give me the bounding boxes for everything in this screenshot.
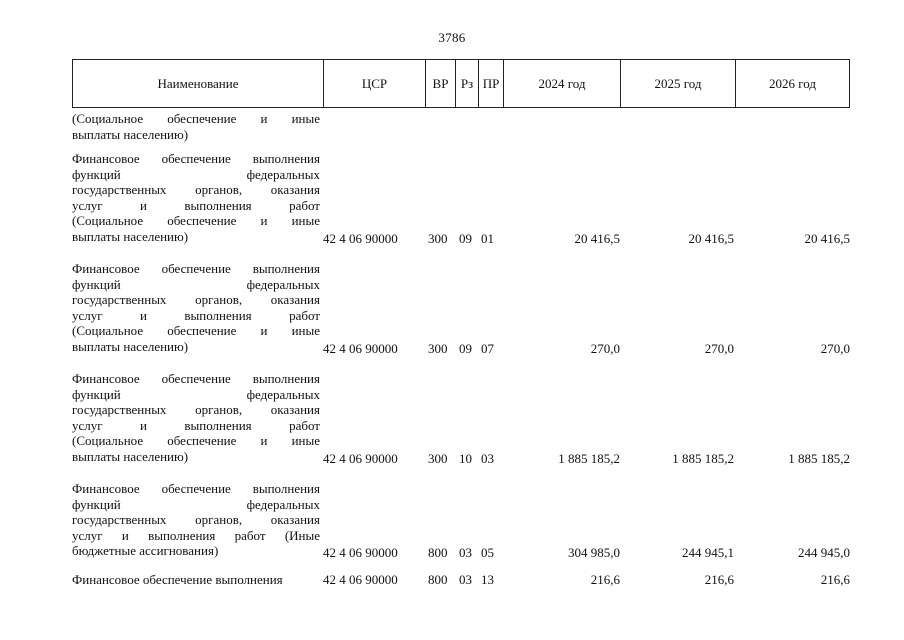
cell-2025: 244 945,1 bbox=[682, 545, 734, 561]
row-name-line: Финансовое обеспечение выполнения bbox=[72, 481, 320, 496]
header-rz: Рз bbox=[456, 60, 479, 107]
row-name-line: услуг и выполнения работ bbox=[72, 307, 320, 323]
page-number: 3786 bbox=[438, 30, 466, 45]
row-name-line: функций федеральных bbox=[72, 386, 320, 402]
row-name bbox=[72, 111, 320, 142]
cell-vr: 300 bbox=[428, 341, 448, 357]
row-name bbox=[72, 371, 320, 465]
cell-rz: 10 bbox=[459, 451, 472, 467]
cell-2026: 244 945,0 bbox=[798, 545, 850, 561]
cell-pr: 01 bbox=[481, 231, 494, 247]
cell-csr: 42 4 06 90000 bbox=[323, 341, 398, 357]
cell-pr: 03 bbox=[481, 451, 494, 467]
cell-pr: 05 bbox=[481, 545, 494, 561]
header-pr: ПР bbox=[479, 60, 504, 107]
header-csr: ЦСР bbox=[324, 60, 426, 107]
table-row bbox=[72, 572, 850, 588]
cell-rz: 09 bbox=[459, 341, 472, 357]
cell-csr: 42 4 06 90000 bbox=[323, 451, 398, 467]
cell-2024: 1 885 185,2 bbox=[558, 451, 620, 467]
row-name bbox=[72, 572, 320, 588]
row-name-line: Финансовое обеспечение выполнения bbox=[72, 151, 320, 166]
cell-2025: 20 416,5 bbox=[688, 231, 734, 247]
cell-rz: 03 bbox=[459, 572, 472, 588]
table-header bbox=[72, 59, 850, 108]
header-name: Наименование bbox=[73, 60, 324, 107]
cell-vr: 300 bbox=[428, 451, 448, 467]
row-name-line: государственных органов, оказания bbox=[72, 292, 320, 308]
row-name bbox=[72, 261, 320, 355]
cell-2025: 1 885 185,2 bbox=[672, 451, 734, 467]
cell-rz: 03 bbox=[459, 545, 472, 561]
cell-csr: 42 4 06 90000 bbox=[323, 545, 398, 561]
row-name-line: (Социальное обеспечение и иные bbox=[72, 433, 320, 449]
row-name-line: государственных органов, оказания bbox=[72, 182, 320, 198]
row-name-line: функций федеральных bbox=[72, 166, 320, 182]
row-name-line: выплаты населению) bbox=[72, 448, 189, 464]
cell-2026: 20 416,5 bbox=[804, 231, 850, 247]
cell-2025: 216,6 bbox=[704, 572, 734, 588]
cell-vr: 800 bbox=[428, 545, 448, 561]
header-2025: 2025 год bbox=[621, 60, 736, 107]
table-row bbox=[72, 481, 850, 561]
row-name-line: услуг и выполнения работ bbox=[72, 417, 320, 433]
cell-csr: 42 4 06 90000 bbox=[323, 572, 398, 588]
table-row bbox=[72, 261, 850, 357]
row-name-line: выплаты населению) bbox=[72, 126, 189, 142]
cell-2024: 304 985,0 bbox=[568, 545, 620, 561]
cell-csr: 42 4 06 90000 bbox=[323, 231, 398, 247]
cell-rz: 09 bbox=[459, 231, 472, 247]
table-row bbox=[72, 111, 850, 143]
cell-vr: 800 bbox=[428, 572, 448, 588]
header-2024: 2024 год bbox=[504, 60, 621, 107]
row-name-line: Финансовое обеспечение выполнения bbox=[72, 371, 320, 386]
row-name-line: выплаты населению) bbox=[72, 228, 189, 244]
table-row bbox=[72, 151, 850, 247]
row-name-line: (Социальное обеспечение и иные bbox=[72, 111, 320, 126]
row-name-line: функций федеральных bbox=[72, 496, 320, 512]
row-name-line: выплаты населению) bbox=[72, 338, 189, 354]
row-name-line: услуг и выполнения работ (Иные bbox=[72, 527, 320, 543]
cell-pr: 13 bbox=[481, 572, 494, 588]
cell-2024: 270,0 bbox=[590, 341, 620, 357]
row-name-line: Финансовое обеспечение выполнения bbox=[72, 572, 283, 587]
row-name-line: функций федеральных bbox=[72, 276, 320, 292]
row-name bbox=[72, 481, 320, 559]
cell-2026: 1 885 185,2 bbox=[788, 451, 850, 467]
row-name-line: государственных органов, оказания bbox=[72, 512, 320, 528]
row-name-line: услуг и выполнения работ bbox=[72, 197, 320, 213]
cell-2026: 216,6 bbox=[820, 572, 850, 588]
row-name-line: Финансовое обеспечение выполнения bbox=[72, 261, 320, 276]
row-name-line: (Социальное обеспечение и иные bbox=[72, 323, 320, 339]
table-row bbox=[72, 371, 850, 467]
cell-vr: 300 bbox=[428, 231, 448, 247]
row-name-line: (Социальное обеспечение и иные bbox=[72, 213, 320, 229]
cell-2024: 20 416,5 bbox=[574, 231, 620, 247]
row-name-line: бюджетные ассигнования) bbox=[72, 543, 219, 559]
header-2026: 2026 год bbox=[769, 75, 816, 91]
header-vr: ВР bbox=[426, 60, 456, 107]
row-name-line: государственных органов, оказания bbox=[72, 402, 320, 418]
cell-2024: 216,6 bbox=[590, 572, 620, 588]
cell-2025: 270,0 bbox=[704, 341, 734, 357]
cell-2026: 270,0 bbox=[820, 341, 850, 357]
cell-pr: 07 bbox=[481, 341, 494, 357]
row-name bbox=[72, 151, 320, 245]
